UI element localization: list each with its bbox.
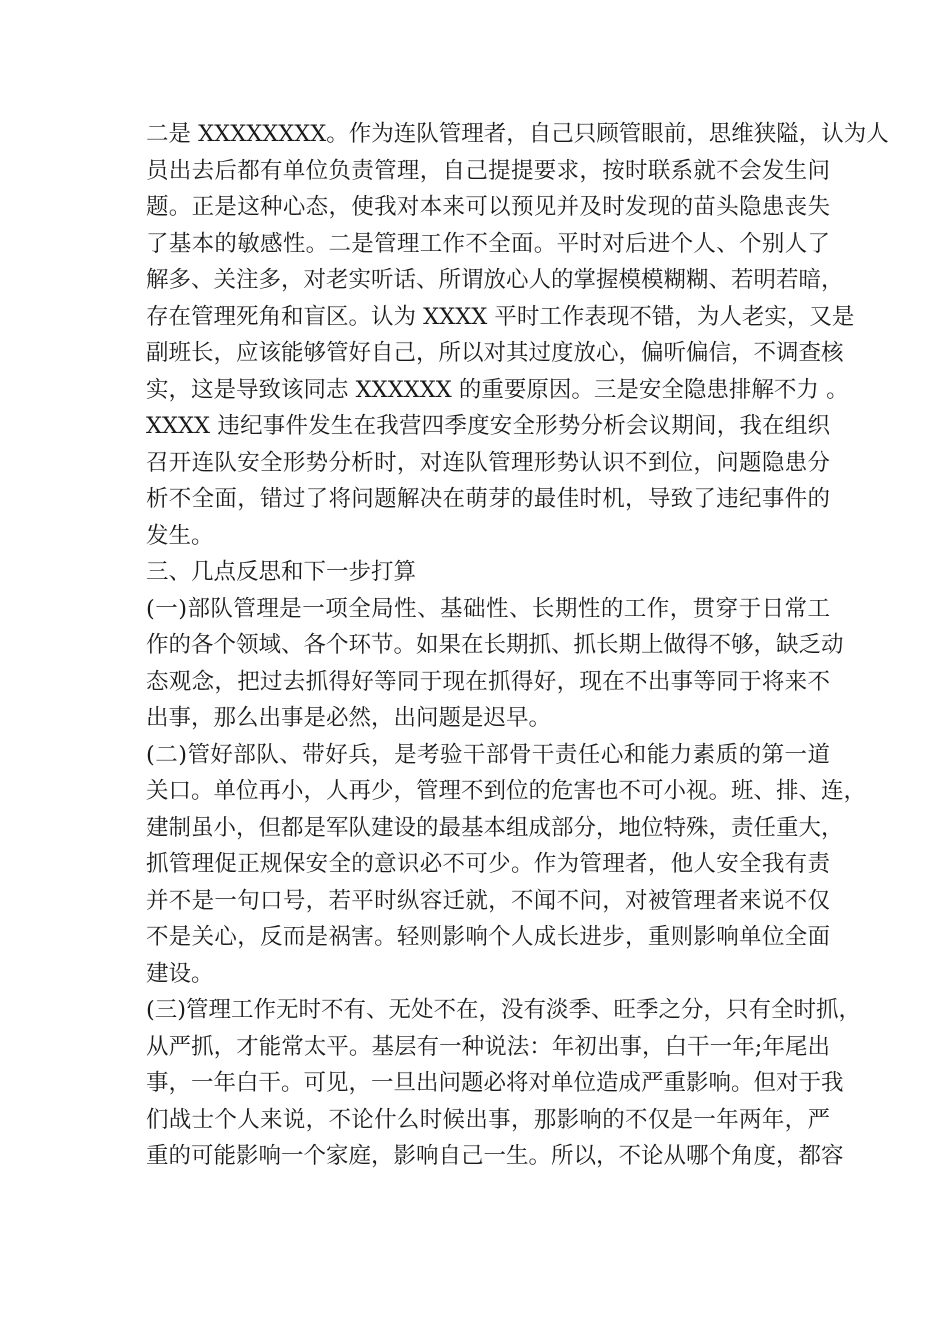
text-line: 并不是一句口号，若平时纵容迁就，不闻不问，对被管理者来说不仅 bbox=[146, 887, 830, 914]
text-line: 关口。单位再小，人再少，管理不到位的危害也不可小视。班、排、连， bbox=[146, 778, 867, 804]
text-line: 存在管理死角和盲区。认为 XXXX 平时工作表现不错，为人老实，又是 bbox=[146, 303, 855, 330]
text-line: 事，一年白干。可见，一旦出问题必将对单位造成严重影响。但对于我 bbox=[146, 1070, 844, 1096]
text-line: (二)管好部队、带好兵，是考验干部骨干责任心和能力素质的第一道 bbox=[146, 741, 830, 768]
text-line: 作的各个领域、各个环节。如果在长期抓、抓长期上做得不够，缺乏动 bbox=[146, 632, 844, 658]
text-line: 题。正是这种心态，使我对本来可以预见并及时发现的苗头隐患丧失 bbox=[146, 194, 830, 220]
text-line: 三、几点反思和下一步打算 bbox=[146, 559, 417, 585]
text-line: (三)管理工作无时不有、无处不在，没有淡季、旺季之分，只有全时抓， bbox=[146, 997, 862, 1023]
text-line: 解多、关注多，对老实听话、所谓放心人的掌握模模糊糊、若明若暗， bbox=[146, 267, 844, 293]
text-line: 员出去后都有单位负责管理，自己提提要求，按时联系就不会发生问 bbox=[146, 157, 830, 184]
text-line: 从严抓，才能常太平。基层有一种说法：年初出事，白干一年;年尾出 bbox=[146, 1033, 830, 1060]
text-line: 抓管理促正规保安全的意识必不可少。作为管理者，他人安全我有责 bbox=[146, 851, 830, 877]
text-line: 二是 XXXXXXXX。作为连队管理者，自己只顾管眼前，思维狭隘，认为人 bbox=[146, 121, 889, 147]
text-line: 建制虽小，但都是军队建设的最基本组成部分，地位特殊，责任重大， bbox=[146, 814, 844, 841]
text-line: 态观念，把过去抓得好等同于现在抓得好，现在不出事等同于将来不 bbox=[146, 668, 830, 695]
text-line: 实，这是导致该同志 XXXXXX 的重要原因。三是安全隐患排解不力 。 bbox=[146, 376, 849, 403]
text-line: 重的可能影响一个家庭，影响自己一生。所以，不论从哪个角度，都容 bbox=[146, 1143, 844, 1169]
text-line: 副班长，应该能够管好自己，所以对其过度放心，偏听偏信，不调查核 bbox=[146, 340, 844, 366]
text-line: 不是关心，反而是祸害。轻则影响个人成长进步，重则影响单位全面 bbox=[146, 924, 830, 950]
text-line: 召开连队安全形势分析时，对连队管理形势认识不到位，问题隐患分 bbox=[146, 449, 830, 476]
text-line: 建设。 bbox=[146, 960, 214, 987]
text-line: 了基本的敏感性。二是管理工作不全面。平时对后进个人、个别人了 bbox=[146, 230, 830, 257]
text-line: 们战士个人来说，不论什么时候出事，那影响的不仅是一年两年，严 bbox=[146, 1106, 830, 1133]
text-line: (一)部队管理是一项全局性、基础性、长期性的工作，贯穿于日常工 bbox=[146, 595, 830, 622]
text-line: 出事，那么出事是必然，出问题是迟早。 bbox=[146, 705, 552, 731]
text-line: 析不全面，错过了将问题解决在萌芽的最佳时机，导致了违纪事件的 bbox=[146, 486, 830, 512]
text-line: XXXX 违纪事件发生在我营四季度安全形势分析会议期间，我在组织 bbox=[146, 413, 830, 439]
document-body bbox=[146, 116, 889, 1175]
text-line: 发生。 bbox=[146, 522, 214, 549]
